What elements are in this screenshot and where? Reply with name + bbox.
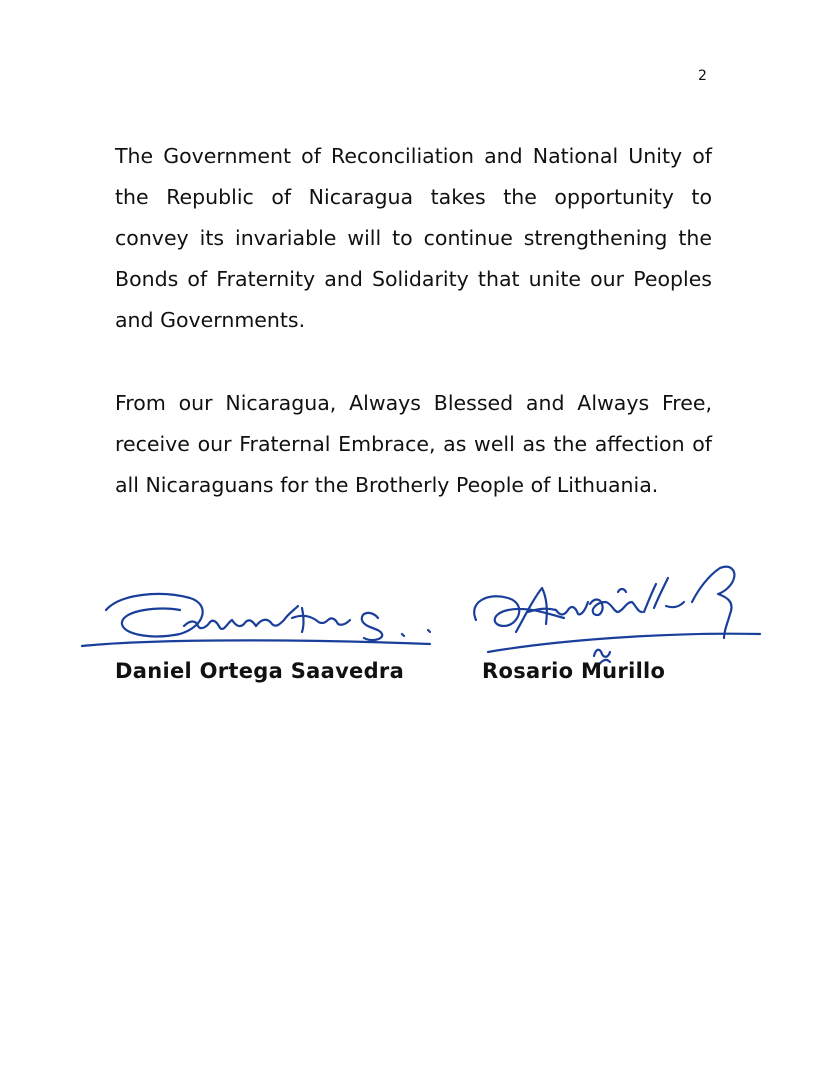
page-number: 2 xyxy=(698,68,707,84)
signatory-name: Rosario Murillo xyxy=(482,659,666,683)
signature-rosario-murillo xyxy=(468,562,768,672)
body-paragraph: The Government of Reconciliation and National Unity of the Republic of Nicaragua takes the opportunity to convey its invariable will to continue strengthening the Bonds of Fraternity and Solidarity that unite our Peoples and Governments. xyxy=(115,144,712,332)
body-paragraph: From our Nicaragua, Always Blessed and Always Free, receive our Fraternal Embrace, as well as the affection of all Nicaraguans for the Brotherly People of Lithuania. xyxy=(115,391,712,497)
signatory-name: Daniel Ortega Saavedra xyxy=(115,659,405,683)
signature-daniel-ortega xyxy=(80,580,440,660)
